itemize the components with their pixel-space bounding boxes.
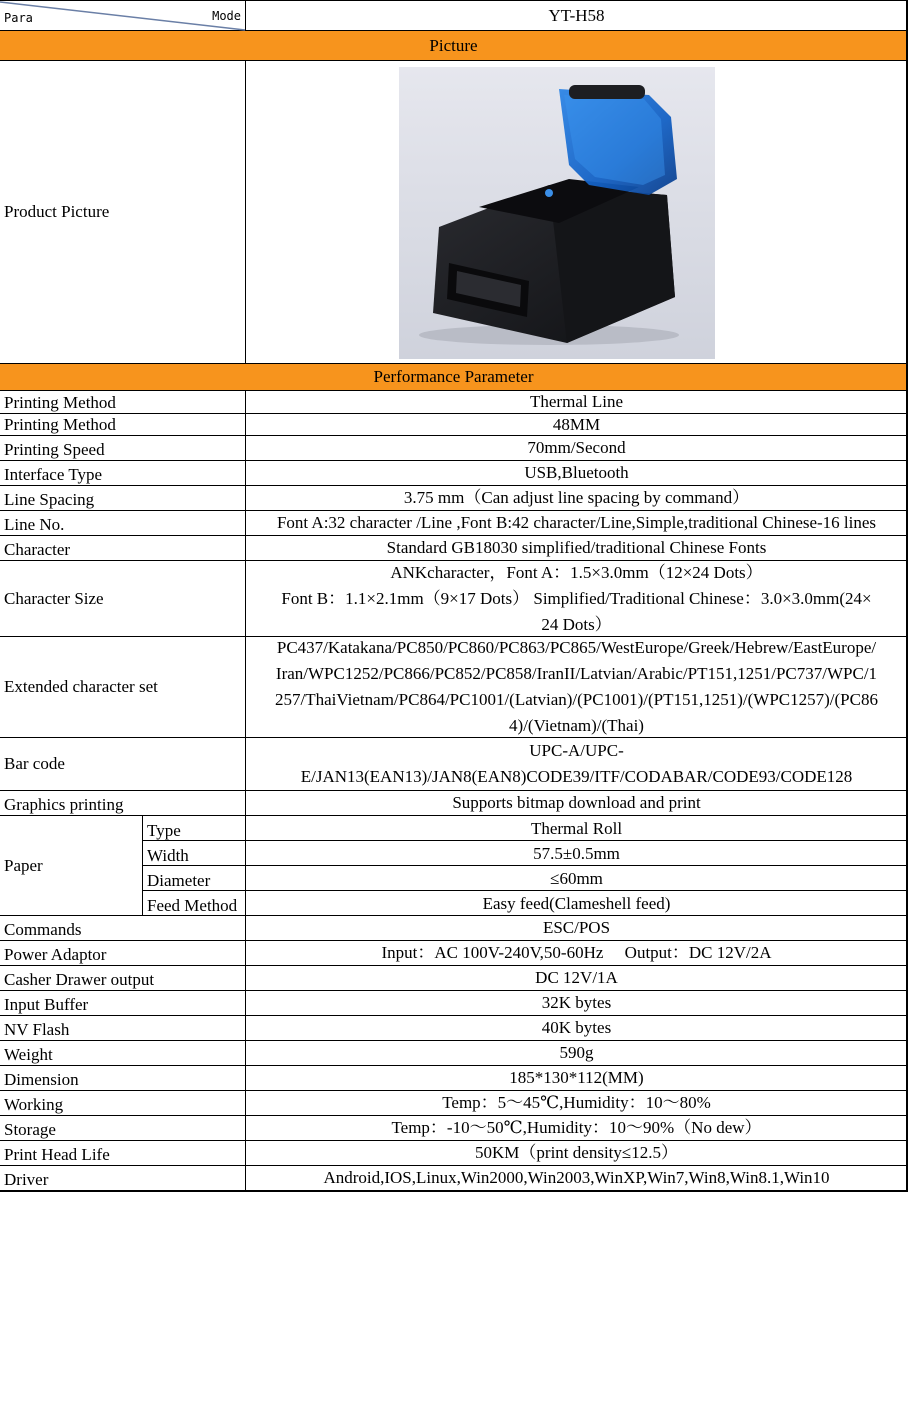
character-size-line: Font B：1.1×2.1mm（9×17 Dots） Simplified/Traditional Chinese：3.0×3.0mm(24× — [281, 588, 872, 608]
spec-value: Input：AC 100V-240V,50-60Hz Output：DC 12V/2A — [381, 943, 772, 962]
paper-sub-value: Easy feed(Clameshell feed) — [482, 893, 671, 913]
spec-label: Character — [0, 536, 246, 560]
paper-sub-label: Feed Method — [142, 891, 246, 916]
spec-label: Dimension — [0, 1066, 246, 1090]
paper-sub-label: Diameter — [142, 866, 246, 891]
charset-line: PC437/Katakana/PC850/PC860/PC863/PC865/WestEurope/Greek/Hebrew/EastEurope/ — [276, 638, 877, 657]
spec-value: 590g — [559, 1043, 594, 1062]
paper-group — [0, 816, 907, 916]
product-picture-row — [0, 61, 907, 364]
spec-row — [0, 536, 907, 561]
spec-row — [0, 991, 907, 1016]
spec-label: Extended character set — [0, 637, 246, 737]
spec-value: Temp：-10～50℃,Humidity：10～90%（No dew） — [391, 1118, 762, 1137]
picture-section-title: Picture — [429, 35, 478, 55]
performance-section-header — [0, 364, 907, 391]
spec-value: 32K bytes — [541, 993, 612, 1012]
picture-section-header — [0, 31, 907, 61]
spec-label: Line No. — [0, 511, 246, 535]
spec-value: ESC/POS — [542, 918, 611, 937]
spec-label: Graphics printing — [0, 791, 246, 815]
model-name: YT-H58 — [548, 5, 605, 25]
spec-label: Line Spacing — [0, 486, 246, 510]
header-row — [0, 0, 907, 31]
spec-label: Input Buffer — [0, 991, 246, 1015]
paper-sub-label: Width — [142, 841, 246, 866]
extended-charset-value — [246, 637, 907, 737]
spec-row — [0, 1016, 907, 1041]
spec-row — [0, 1066, 907, 1091]
barcode-row — [0, 738, 907, 791]
spec-label: Bar code — [0, 738, 246, 790]
spec-value: 70mm/Second — [527, 438, 626, 457]
spec-row — [0, 1091, 907, 1116]
paper-sub-value: Thermal Roll — [530, 818, 623, 838]
spec-row — [0, 461, 907, 486]
spec-row — [0, 436, 907, 461]
spec-row — [0, 916, 907, 941]
spec-value: 50KM（print density≤12.5） — [475, 1143, 678, 1162]
charset-line: 4)/(Vietnam)/(Thai) — [509, 716, 644, 735]
spec-label: Interface Type — [0, 461, 246, 485]
paper-sub-label: Type — [142, 816, 246, 841]
spec-label: Printing Method — [0, 414, 246, 435]
character-size-line: 24 Dots） — [541, 614, 612, 634]
product-picture-label: Product Picture — [0, 61, 246, 363]
extended-charset-row — [0, 637, 907, 738]
spec-label: Storage — [0, 1116, 246, 1140]
spec-label: Printing Speed — [0, 436, 246, 460]
product-image — [399, 67, 715, 359]
printer-illustration — [399, 67, 715, 359]
performance-section-title: Performance Parameter — [373, 367, 534, 386]
spec-label: Commands — [0, 916, 246, 940]
spec-row — [0, 1116, 907, 1141]
spec-label: Printing Method — [0, 391, 246, 413]
para-label: Para — [4, 11, 33, 25]
spec-label: Weight — [0, 1041, 246, 1065]
paper-sub-value: 57.5±0.5mm — [533, 843, 620, 863]
spec-value: Supports bitmap download and print — [452, 793, 701, 812]
spec-row — [0, 941, 907, 966]
spec-value: Standard GB18030 simplified/traditional Chinese Fonts — [386, 538, 767, 557]
spec-row — [0, 511, 907, 536]
spec-row — [0, 391, 907, 414]
spec-value: 40K bytes — [541, 1018, 612, 1037]
spec-label: Driver — [0, 1166, 246, 1190]
spec-row — [0, 1041, 907, 1066]
spec-value: Android,IOS,Linux,Win2000,Win2003,WinXP,Win7,Win8,Win8.1,Win10 — [323, 1168, 830, 1187]
spec-row — [0, 1166, 907, 1191]
divider — [142, 840, 907, 841]
charset-line: 257/ThaiVietnam/PC864/PC1001/(Latvian)/(PC1001)/(PT151,1251)/(WPC1257)/(PC86 — [275, 690, 878, 709]
mode-label: Mode — [212, 9, 241, 23]
barcode-line: E/JAN13(EAN13)/JAN8(EAN8)CODE39/ITF/CODABAR/CODE93/CODE128 — [300, 767, 853, 786]
barcode-line: UPC-A/UPC- — [529, 741, 624, 760]
spec-label: Power Adaptor — [0, 941, 246, 965]
spec-value: Font A:32 character /Line ,Font B:42 character/Line,Simple,traditional Chinese-16 lines — [276, 513, 877, 532]
spec-value: 185*130*112(MM) — [509, 1068, 644, 1087]
character-size-line: ANKcharacter，Font A：1.5×3.0mm（12×24 Dots） — [390, 562, 763, 582]
spec-row — [0, 486, 907, 511]
spec-value: 3.75 mm（Can adjust line spacing by command） — [403, 488, 750, 507]
spec-label: Character Size — [0, 561, 246, 636]
para-mode-cell — [0, 1, 246, 30]
spec-row — [0, 1141, 907, 1166]
divider — [142, 865, 907, 866]
spec-label: Working — [0, 1091, 246, 1115]
paper-sub-value: ≤60mm — [550, 868, 603, 888]
spec-label: Casher Drawer output — [0, 966, 246, 990]
divider — [142, 890, 907, 891]
charset-line: Iran/WPC1252/PC866/PC852/PC858/IranII/Latvian/Arabic/PT151,1251/PC737/WPC/1 — [275, 664, 878, 683]
spec-row — [0, 966, 907, 991]
spec-row — [0, 791, 907, 816]
paper-label: Paper — [4, 855, 43, 875]
spec-value: USB,Bluetooth — [524, 463, 629, 482]
spec-row — [0, 414, 907, 436]
spec-value: Temp：5～45℃,Humidity：10～80% — [442, 1093, 711, 1112]
spec-value: Thermal Line — [530, 392, 623, 411]
spec-value: DC 12V/1A — [535, 968, 618, 987]
spec-label: Print Head Life — [0, 1141, 246, 1165]
character-size-row — [0, 561, 907, 637]
character-size-value — [246, 561, 907, 636]
spec-value: 48MM — [552, 414, 601, 434]
diagonal-divider — [0, 1, 246, 31]
spec-label: NV Flash — [0, 1016, 246, 1040]
barcode-value — [246, 738, 907, 790]
